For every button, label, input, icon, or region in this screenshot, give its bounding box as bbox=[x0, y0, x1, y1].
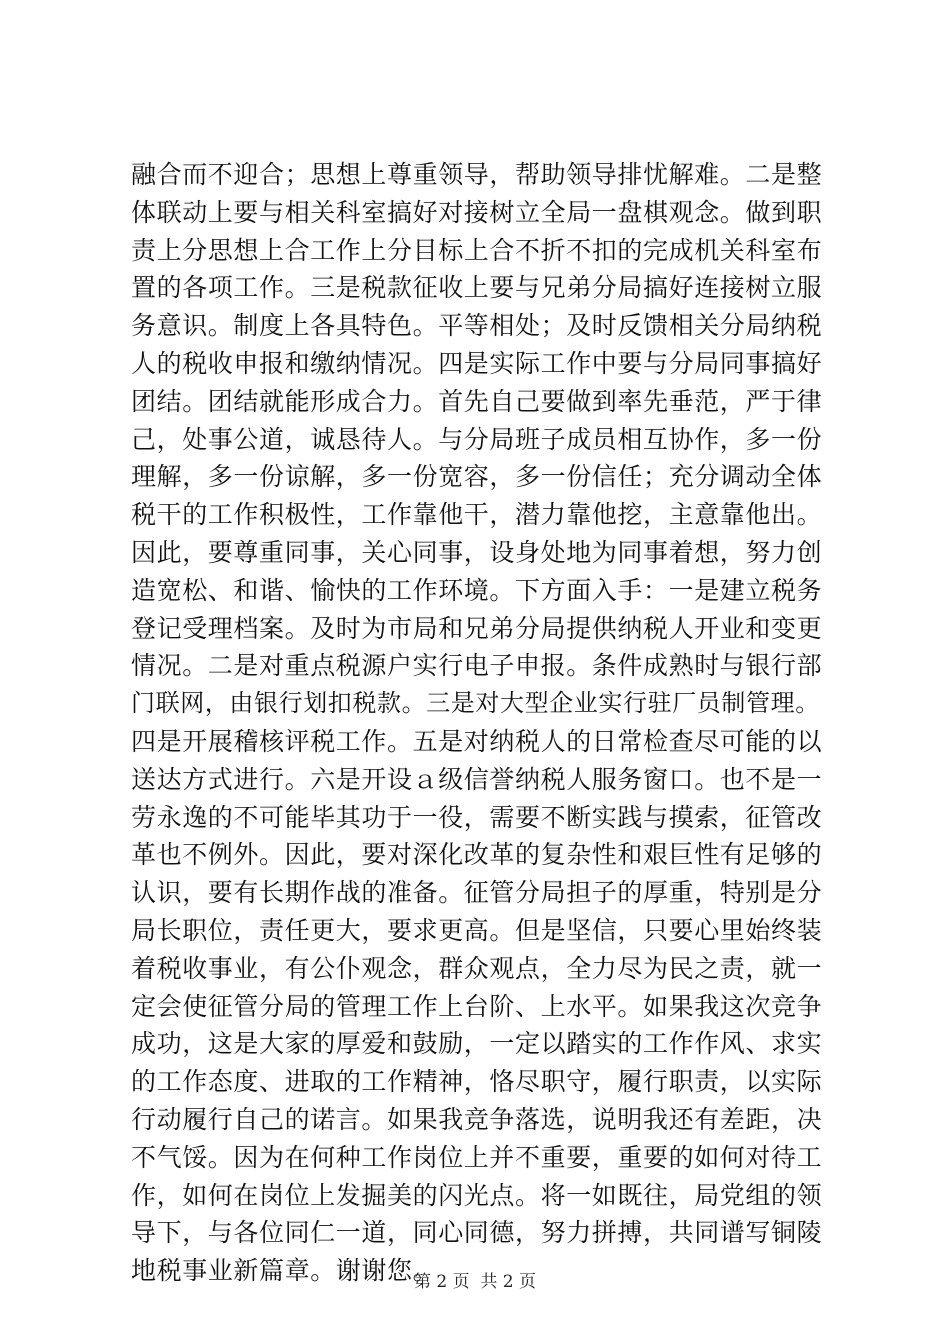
text-line: 劳永逸的不可能毕其功于一役，需要不断实践与摸索，征管改 bbox=[131, 802, 823, 832]
text-line: 导下，与各位同仁一道，同心同德，努力拼搏，共同谱写铜陵 bbox=[131, 1218, 823, 1248]
text-line: 造宽松、和谐、愉快的工作环境。下方面入手：一是建立税务 bbox=[131, 575, 823, 605]
text-line: 理解，多一份谅解，多一份宽容，多一份信任；充分调动全体 bbox=[131, 462, 823, 492]
page-total: 共 2 页 bbox=[480, 1272, 537, 1292]
text-line: 门联网，由银行划扣税款。三是对大型企业实行驻厂员制管理。 bbox=[131, 689, 820, 718]
text-line: 认识，要有长期作战的准备。征管分局担子的厚重，特别是分 bbox=[131, 878, 823, 908]
body-paragraph bbox=[131, 156, 831, 1290]
text-line: 不气馁。因为在何种工作岗位上并不重要，重要的如何对待工 bbox=[131, 1142, 823, 1172]
text-line: 体联动上要与相关科室搞好对接树立全局一盘棋观念。做到职 bbox=[131, 197, 823, 227]
text-line: 人的税收申报和缴纳情况。四是实际工作中要与分局同事搞好 bbox=[131, 348, 823, 378]
text-line: 作，如何在岗位上发掘美的闪光点。将一如既往，局党组的领 bbox=[131, 1180, 823, 1210]
text-line: 的工作态度、进取的工作精神，恪尽职守，履行职责，以实际 bbox=[131, 1067, 823, 1097]
text-line: 地税事业新篇章。谢谢您。 bbox=[131, 1256, 439, 1286]
text-line: 行动履行自己的诺言。如果我竞争落选，说明我还有差距，决 bbox=[131, 1104, 823, 1134]
text-line: 局长职位，责任更大，要求更高。但是坚信，只要心里始终装 bbox=[131, 915, 823, 945]
text-line: 四是开展稽核评税工作。五是对纳税人的日常检查尽可能的以 bbox=[131, 726, 823, 756]
text-line: 情况。二是对重点税源户实行电子申报。条件成熟时与银行部 bbox=[131, 651, 823, 681]
text-line: 务意识。制度上各具特色。平等相处；及时反馈相关分局纳税 bbox=[131, 311, 823, 341]
text-line: 革也不例外。因此，要对深化改革的复杂性和艰巨性有足够的 bbox=[131, 840, 823, 870]
text-line: 定会使征管分局的管理工作上台阶、上水平。如果我这次竞争 bbox=[131, 991, 823, 1021]
text-line: 团结。团结就能形成合力。首先自己要做到率先垂范，严于律 bbox=[131, 386, 823, 416]
text-line: 登记受理档案。及时为市局和兄弟分局提供纳税人开业和变更 bbox=[131, 613, 823, 643]
page-number: 第 2 页 bbox=[413, 1272, 470, 1292]
text-line: 成功，这是大家的厚爱和鼓励，一定以踏实的工作作风、求实 bbox=[131, 1029, 823, 1059]
text-line: 因此，要尊重同事，关心同事，设身处地为同事着想，努力创 bbox=[131, 537, 823, 567]
text-line: 送达方式进行。六是开设ａ级信誉纳税人服务窗口。也不是一 bbox=[131, 764, 823, 794]
text-line: 责上分思想上合工作上分目标上合不折不扣的完成机关科室布 bbox=[131, 235, 823, 265]
text-line: 税干的工作积极性，工作靠他干，潜力靠他挖，主意靠他出。 bbox=[131, 500, 823, 530]
page-footer bbox=[0, 1270, 950, 1294]
text-line: 融合而不迎合；思想上尊重领导，帮助领导排忧解难。二是整 bbox=[131, 160, 823, 189]
text-line: 己，处事公道，诚恳待人。与分局班子成员相互协作，多一份 bbox=[131, 424, 823, 454]
text-line: 着税收事业，有公仆观念，群众观点，全力尽为民之责，就一 bbox=[131, 953, 823, 983]
text-line: 置的各项工作。三是税款征收上要与兄弟分局搞好连接树立服 bbox=[131, 273, 823, 303]
